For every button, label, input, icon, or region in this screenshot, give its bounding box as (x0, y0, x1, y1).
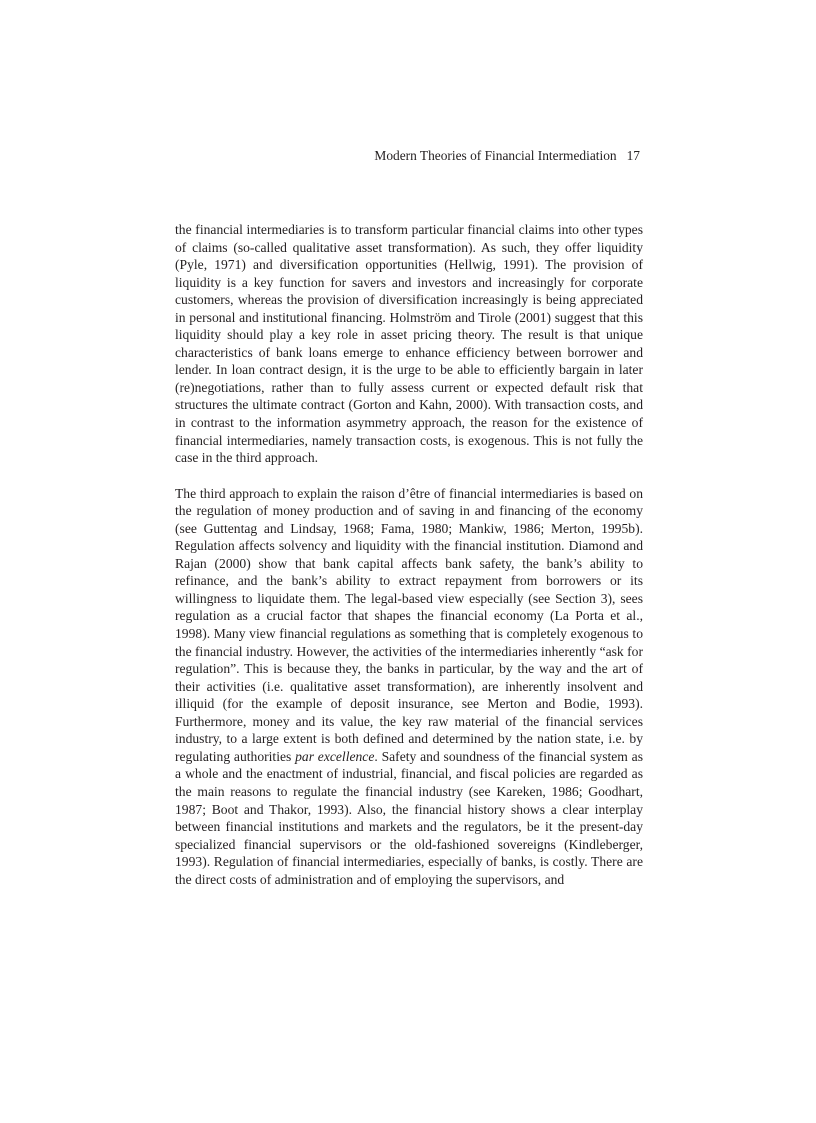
paragraph-2-part-2: . Safety and soundness of the financial system as a whole and the enactment of industrial, financial, and fiscal policies are regarded as the main reasons to regulate the financial industry (see Kareken, 1986; Goodhart, 1987; Boot and Thakor, 1993). Also, the financial history shows a clear interplay between financial institutions and markets and the regulators, be it the present-day specialized financial supervisors or the old-fashioned sovereigns (Kindleberger, 1993). Regulation of financial intermediaries, especially of banks, is costly. There are the direct costs of administration and of employing the supervisors, and (175, 748, 643, 887)
running-title: Modern Theories of Financial Intermediation (374, 148, 617, 163)
paragraph-1: the financial intermediaries is to transform particular financial claims into other types of claims (so-called qualitative asset transformation). As such, they offer liquidity (Pyle, 1971) and diversification opportunities (Hellwig, 1991). The provision of liquidity is a key function for savers and investors and increasingly for corporate customers, whereas the provision of diversification increasingly is being appreciated in personal and institutional financing. Holmström and Tirole (2001) suggest that this liquidity should play a key role in asset pricing theory. The result is that unique characteristics of bank loans emerge to enhance efficiency between borrower and lender. In loan contract design, it is the urge to be able to efficiently bargain in later (re)negotiations, rather than to fully assess current or expected default risk that structures the ultimate contract (Gorton and Kahn, 2000). With transaction costs, and in contrast to the information asymmetry approach, the reason for the existence of financial intermediaries, namely transaction costs, is exogenous. This is not fully the case in the third approach. (175, 222, 643, 466)
running-head (374, 147, 640, 165)
body-text (175, 221, 643, 888)
page-number: 17 (626, 148, 640, 163)
paragraph-2-part-1: The third approach to explain the raison d’être of financial intermediaries is based on the regulation of money production and of saving in and financing of the economy (see Guttentag and Lindsay, 1968; Fama, 1980; Mankiw, 1986; Merton, 1995b). Regulation affects solvency and liquidity with the financial institution. Diamond and Rajan (2000) show that bank capital affects bank safety, the bank’s ability to refinance, and the bank’s ability to extract repayment from borrowers or its willingness to liquidate them. The legal-based view especially (see Section 3), sees regulation as a crucial factor that shapes the financial economy (La Porta et al., 1998). Many view financial regulations as something that is completely exogenous to the financial industry. However, the activities of the intermediaries inherently “ask for regulation”. This is because they, the banks in particular, by the way and the art of their activities (i.e. qualitative asset transformation), are inherently insolvent and illiquid (for the example of deposit insurance, see Merton and Bodie, 1993). Furthermore, money and its value, the key raw material of the financial services industry, to a large extent is both defined and determined by the nation state, i.e. by regulating authorities (175, 485, 643, 764)
italic-phrase: par excellence (295, 748, 375, 764)
paragraph-2 (175, 485, 643, 889)
